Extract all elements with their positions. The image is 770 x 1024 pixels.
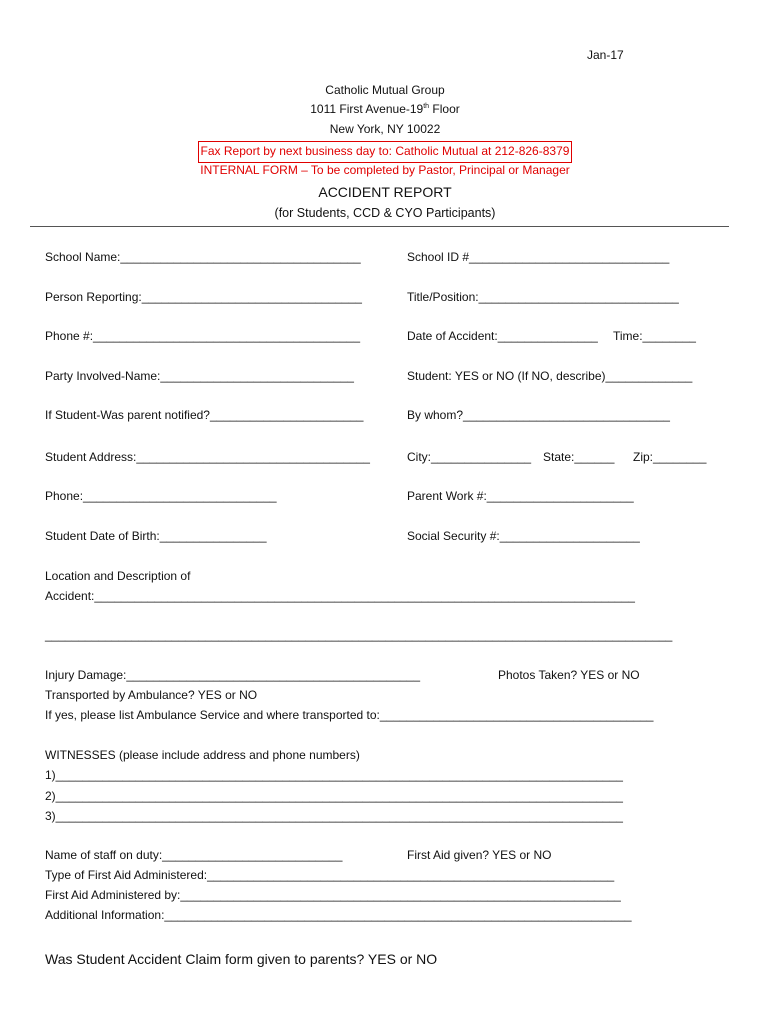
org-name: Catholic Mutual Group [325,83,445,97]
party-involved-field[interactable]: Party Involved-Name:_____________________________ [45,369,354,383]
witness-1-field[interactable]: 1)_____________________________________________________________________________________ [45,768,623,782]
witness-3-field[interactable]: 3)_____________________________________________________________________________________ [45,809,623,823]
first-aid-type-field[interactable]: Type of First Aid Administered:_____________________________________________________________ [45,868,615,882]
school-name-field[interactable]: School Name:____________________________________ [45,250,361,264]
org-address: 1011 First Avenue-19th Floor [310,102,460,116]
witnesses-label: WITNESSES (please include address and phone numbers) [45,748,360,762]
phone2-field[interactable]: Phone:_____________________________ [45,489,277,503]
by-whom-field[interactable]: By whom?_______________________________ [407,408,670,422]
fax-notice: Fax Report by next business day to: Catholic Mutual at 212-826-8379 [0,141,770,163]
time-field[interactable]: Time:________ [613,329,696,343]
org-city: New York, NY 10022 [329,122,441,136]
ambulance-service-field[interactable]: If yes, please list Ambulance Service and where transported to:_________________________________________ [45,708,654,722]
state-field[interactable]: State:______ [543,450,615,464]
internal-form-notice: INTERNAL FORM – To be completed by Pastor, Principal or Manager [200,163,570,177]
parent-work-field[interactable]: Parent Work #:______________________ [407,489,634,503]
student-yes-no-field[interactable]: Student: YES or NO (If NO, describe)_____________ [407,369,693,383]
parent-notified-field[interactable]: If Student-Was parent notified?_______________________ [45,408,364,422]
header-divider [30,226,729,227]
location-label: Location and Description of [45,569,191,583]
zip-field[interactable]: Zip:________ [633,450,707,464]
accident-description-field[interactable]: Accident:_________________________________________________________________________________ [45,589,635,603]
accident-description-line2[interactable]: ______________________________________________________________________________________________ [45,628,673,642]
claim-form-question[interactable]: Was Student Accident Claim form given to parents? YES or NO [45,951,438,967]
form-subtitle: (for Students, CCD & CYO Participants) [274,206,496,220]
date-of-accident-field[interactable]: Date of Accident:_______________ [407,329,598,343]
form-title: ACCIDENT REPORT [318,184,452,200]
social-security-field[interactable]: Social Security #:_____________________ [407,529,640,543]
photos-taken-field[interactable]: Photos Taken? YES or NO [498,668,640,682]
staff-on-duty-field[interactable]: Name of staff on duty:___________________________ [45,848,343,862]
ambulance-field[interactable]: Transported by Ambulance? YES or NO [45,688,258,702]
person-reporting-field[interactable]: Person Reporting:_________________________________ [45,290,362,304]
student-address-field[interactable]: Student Address:___________________________________ [45,450,370,464]
injury-damage-field[interactable]: Injury Damage:____________________________________________ [45,668,421,682]
phone-field[interactable]: Phone #:________________________________________ [45,329,360,343]
student-dob-field[interactable]: Student Date of Birth:________________ [45,529,267,543]
form-date: Jan-17 [587,48,624,62]
school-id-field[interactable]: School ID #______________________________ [407,250,670,264]
city-field[interactable]: City:_______________ [407,450,532,464]
first-aid-given-field[interactable]: First Aid given? YES or NO [407,848,552,862]
witness-2-field[interactable]: 2)_____________________________________________________________________________________ [45,789,623,803]
additional-info-field[interactable]: Additional Information:______________________________________________________________________ [45,908,632,922]
title-position-field[interactable]: Title/Position:______________________________ [407,290,679,304]
first-aid-by-field[interactable]: First Aid Administered by:__________________________________________________________________ [45,888,621,902]
